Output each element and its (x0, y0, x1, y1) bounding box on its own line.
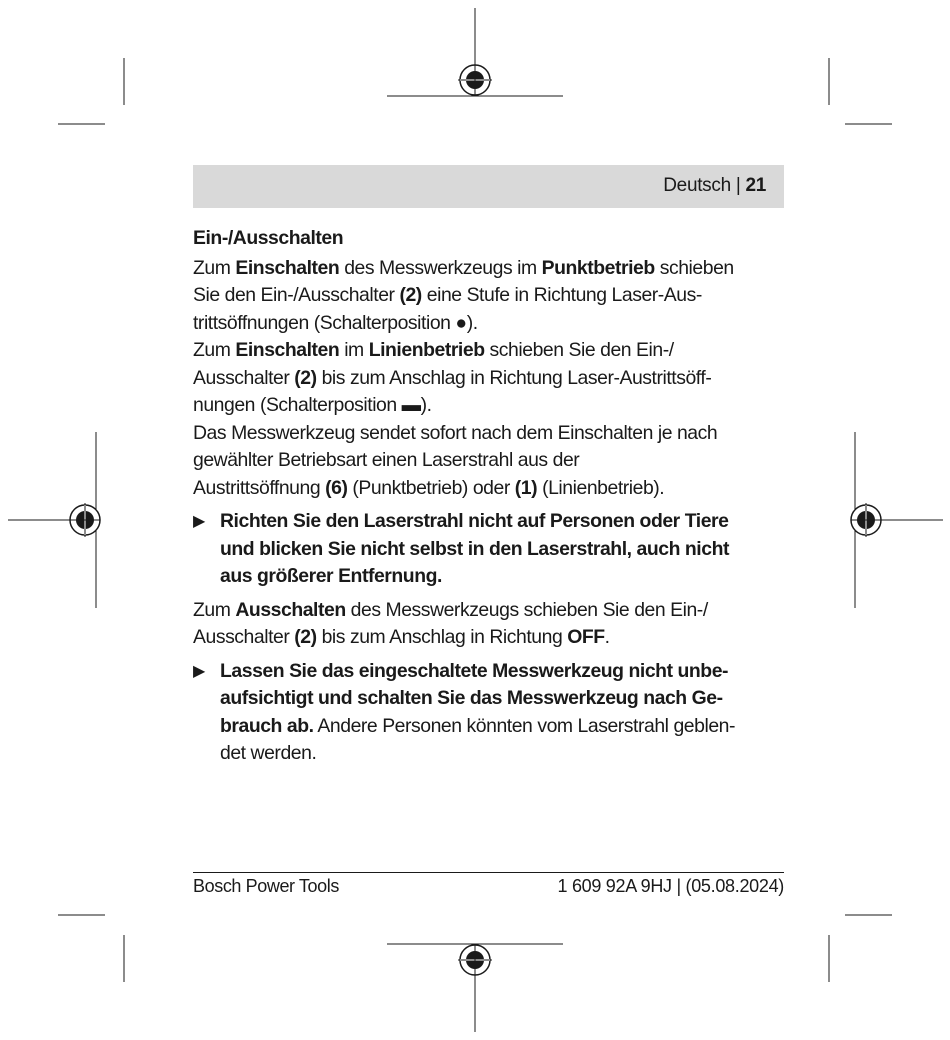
bold-text: Ausschalten (235, 598, 346, 621)
text: Austrittsöffnung (193, 476, 326, 499)
text: im (339, 339, 369, 361)
text: schieben Sie den Ein-/ (484, 339, 674, 361)
text: gewählter Betriebsart einen Laserstrahl aus der (193, 449, 580, 471)
text: nungen (Schalterposition ▬). (193, 394, 432, 416)
registration-target-bottom (458, 945, 492, 975)
registration-target-top (458, 65, 492, 95)
warning-text (220, 508, 788, 591)
warning-text (220, 658, 788, 768)
bold-text: aus größerer Entfernung. (220, 565, 442, 587)
text: det werden. (220, 742, 317, 764)
warning-laser-eyes (193, 508, 788, 591)
text: des Messwerkzeugs schieben Sie den Ein-/ (345, 598, 708, 621)
header-language: Deutsch (663, 175, 731, 196)
bold-text: Linienbetrieb (368, 339, 485, 361)
footer-brand: Bosch Power Tools (193, 876, 339, 896)
text: (Punktbetrieb) oder (347, 476, 515, 499)
text: (Linienbetrieb). (537, 476, 665, 499)
bold-text: Einschalten (235, 339, 340, 361)
page-content (193, 225, 788, 774)
bold-text: Punktbetrieb (541, 256, 655, 279)
warning-arrow-icon: ▶ (193, 513, 205, 530)
footer-doc-id: 1 609 92A 9HJ | (05.08.2024) (557, 876, 784, 896)
bold-text: (2) (294, 626, 317, 648)
bold-text: und blicken Sie nicht selbst in den Laserstrahl, auch nicht (220, 537, 729, 560)
header-label (663, 175, 766, 197)
paragraph-einschalten-punkt (193, 255, 788, 338)
text: Andere Personen könnten vom Laserstrahl geblen- (313, 714, 735, 737)
text: . (604, 626, 610, 648)
text: bis zum Anschlag in Richtung Laser-Austrittsöff- (316, 366, 712, 389)
bold-text: (2) (294, 366, 317, 389)
warning-arrow-icon: ▶ (193, 662, 205, 680)
bold-text: brauch ab. (220, 714, 314, 737)
paragraph-laserstrahl (193, 420, 788, 503)
text: Zum (193, 598, 236, 621)
text: trittsöffnungen (Schalterposition ●). (193, 311, 478, 334)
text: bis zum Anschlag in Richtung (316, 626, 568, 648)
footer-rule (193, 872, 784, 873)
page-number: 21 (745, 175, 766, 196)
text: schieben (654, 256, 734, 279)
bold-text: Einschalten (235, 256, 340, 279)
text: Zum (193, 256, 236, 279)
bold-text: Lassen Sie das eingeschaltete Messwerkzeug nicht unbe- (220, 659, 729, 682)
text: Ausschalter (193, 626, 295, 648)
page-header (193, 165, 784, 208)
section-heading: Ein-/Ausschalten (193, 227, 344, 249)
text: eine Stufe in Richtung Laser-Aus- (421, 284, 702, 306)
text: Das Messwerkzeug sendet sofort nach dem Einschalten je nach (193, 421, 718, 444)
text: Sie den Ein-/Ausschalter (193, 284, 400, 306)
header-separator: | (730, 175, 746, 196)
paragraph-einschalten-linie (193, 337, 788, 420)
bold-text: (2) (399, 284, 422, 306)
text: Ausschalter (193, 366, 295, 389)
text: des Messwerkzeugs im (339, 256, 542, 279)
bold-text: (6) (325, 476, 348, 499)
text: Zum (193, 339, 236, 361)
bold-text: aufsichtigt und schalten Sie das Messwerkzeug nach Ge- (220, 687, 723, 709)
bold-text: OFF (567, 626, 605, 648)
bold-text: Richten Sie den Laserstrahl nicht auf Personen oder Tiere (220, 510, 729, 532)
bold-text: (1) (514, 476, 538, 499)
paragraph-ausschalten (193, 597, 788, 652)
warning-unattended (193, 658, 788, 768)
